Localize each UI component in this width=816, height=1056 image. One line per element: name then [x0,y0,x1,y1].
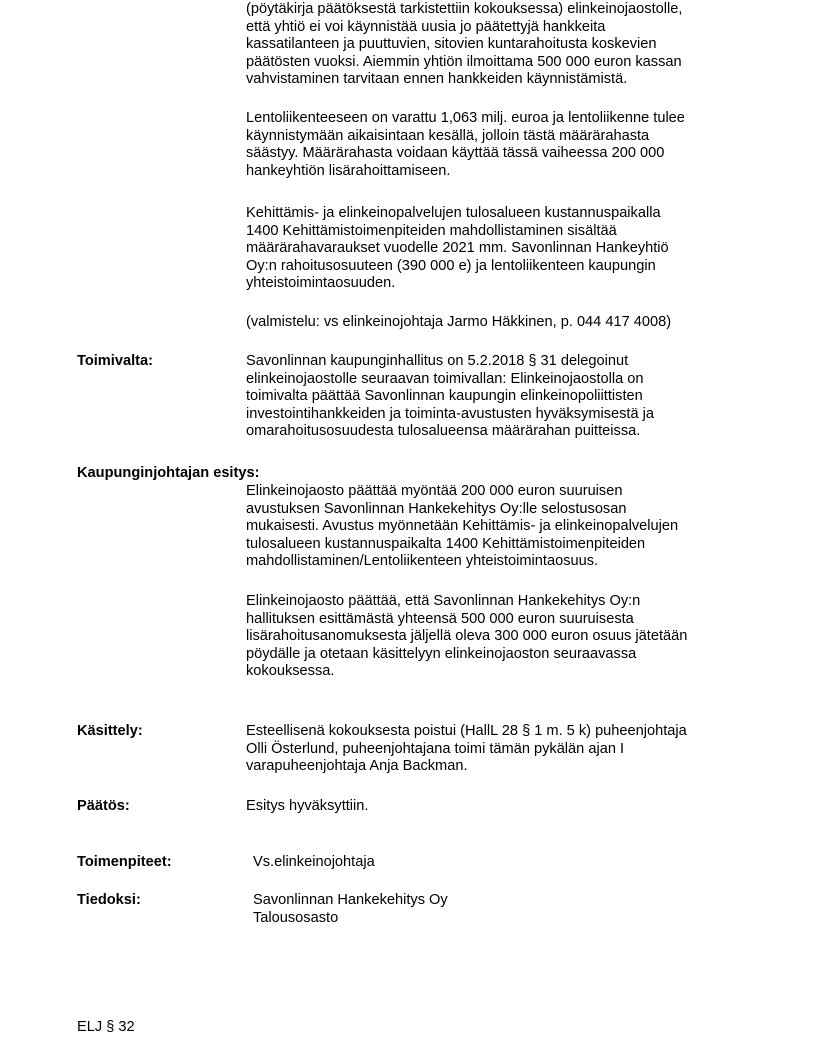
kasittely-label: Käsittely: [77,723,143,739]
toimivalta-text: Savonlinnan kaupunginhallitus on 5.2.2018 § 31 delegoinut elinkeinojaostolle seuraavan toimivallan: Elinkeinojaostolla on toimivalta päättää Savonlinnan kaupungin elinkeinopoliittisten investointihankkeiden ja toiminta-avustusten hyväksymisestä ja omarahoitusosuudesta tulosalueensa määrärahan puitteissa. [246,353,655,440]
toimenpiteet-text: Vs.elinkeinojohtaja [253,854,375,870]
kasittely-text: Esteellisenä kokouksesta poistui (HallL 28 § 1 m. 5 k) puheenjohtaja Olli Österlund, puheenjohtajana toimi tämän pykälän ajan I varapuheenjohtaja Anja Backman. [246,723,687,775]
paatos-text: Esitys hyväksyttiin. [246,798,369,814]
tiedoksi-text: Savonlinnan Hankekehitys Oy Talousosasto [253,892,448,926]
esitys-label: Kaupunginjohtajan esitys: [77,465,260,481]
lentoliikenne-paragraph: Lentoliikenteeseen on varattu 1,063 milj. euroa ja lentoliikenne tulee käynnistymään aikaisintaan kesällä, jolloin tästä määrärahasta säästyy. Määrärahasta voidaan käyttää tässä vaiheessa 200 000 hankeyhtiön lisärahoittamiseen. [246,110,685,179]
paatos-label: Päätös: [77,798,130,814]
valmistelu-note: (valmistelu: vs elinkeinojohtaja Jarmo Häkkinen, p. 044 417 4008) [246,314,672,330]
toimivalta-label: Toimivalta: [77,353,153,369]
section-reference: ELJ § 32 [77,1019,135,1035]
tiedoksi-label: Tiedoksi: [77,892,141,908]
esitys-paragraph-2: Elinkeinojaosto päättää, että Savonlinnan Hankekehitys Oy:n hallituksen esittämästä yhteensä 500 000 euron suuruisesta lisärahoitusanomuksesta jäljellä oleva 300 000 euron osuus jätetään pöydälle ja otetaan käsittelyyn elinkeinojaoston seuraavassa kokouksessa. [246,593,688,680]
toimenpiteet-label: Toimenpiteet: [77,854,172,870]
kehittamis-paragraph: Kehittämis- ja elinkeinopalvelujen tulosalueen kustannuspaikalla 1400 Kehittämistoimenpiteiden mahdollistaminen sisältää määrärahavaraukset vuodelle 2021 mm. Savonlinnan Hankeyhtiö Oy:n rahoitusosuuteen (390 000 e) ja lentoliikenteen kaupungin yhteistoimintaosuuden. [246,205,669,292]
intro-paragraph: (pöytäkirja päätöksestä tarkistettiin kokouksessa) elinkeinojaostolle, että yhtiö ei voi käynnistää uusia jo päätettyjä hankkeita kassatilanteen ja puuttuvien, sitovien kuntarahoitusta koskevien päätösten vuoksi. Aiemmin yhtiön ilmoittama 500 000 euron kassan vahvistaminen tarvitaan ennen hankkeiden käynnistämistä. [246,1,683,88]
esitys-paragraph-1: Elinkeinojaosto päättää myöntää 200 000 euron suuruisen avustuksen Savonlinnan Hankekehitys Oy:lle selostusosan mukaisesti. Avustus myönnetään Kehittämis- ja elinkeinopalvelujen tulosalueen kustannuspaikalta 1400 Kehittämistoimenpiteiden mahdollistaminen/Lentoliikenteen yhteistoimintaosuus. [246,483,679,570]
